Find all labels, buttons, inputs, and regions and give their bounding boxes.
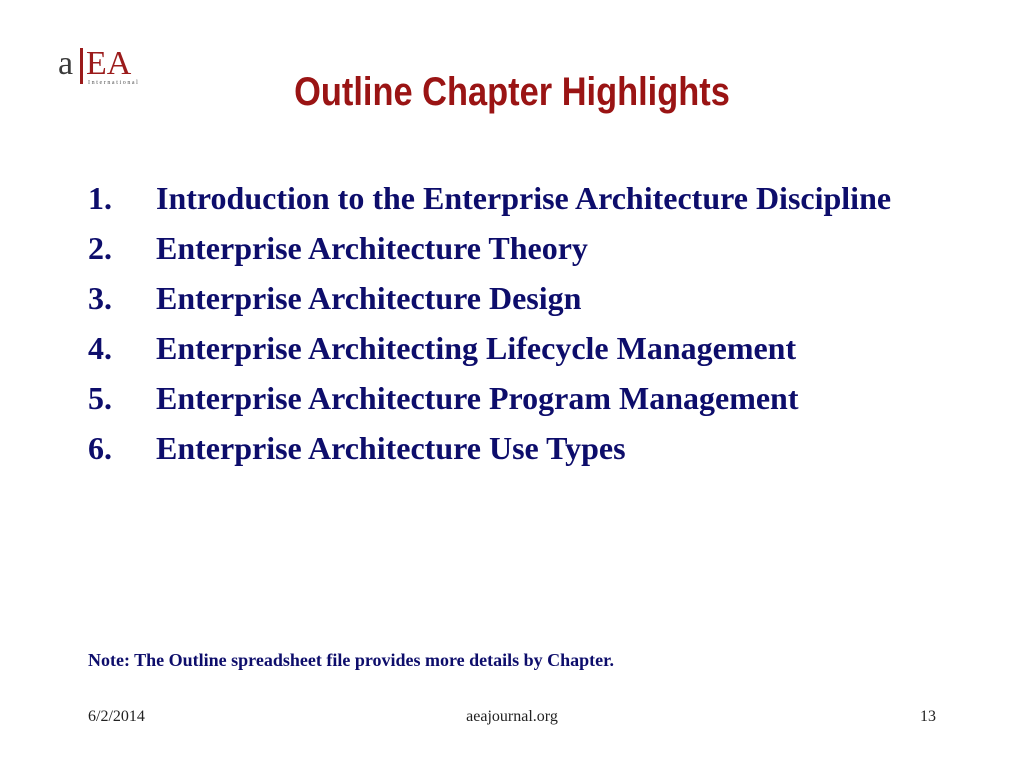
item-number: 6. [88,430,112,466]
list-item [88,426,918,470]
item-number: 2. [88,230,112,266]
logo-letter-a: a [58,45,74,82]
chapter-outline-list [88,176,918,476]
footer-website: aeajournal.org [466,708,558,725]
list-item [88,326,918,370]
item-number: 3. [88,280,112,316]
item-text: Enterprise Architecture Design [156,280,582,316]
list-item [88,226,918,270]
list-item [88,276,918,320]
item-number: 4. [88,330,112,366]
item-text: Enterprise Architecting Lifecycle Management [156,330,797,366]
slide-note: Note: The Outline spreadsheet file provides more details by Chapter. [88,650,614,670]
logo-subtitle: International [88,80,140,86]
item-number: 1. [88,180,112,216]
list-item [88,376,918,420]
item-text: Enterprise Architecture Theory [156,230,588,266]
item-text: Enterprise Architecture Use Types [156,430,626,466]
item-number: 5. [88,380,112,416]
slide-title: Outline Chapter Highlights [294,70,730,114]
footer-date: 6/2/2014 [88,708,145,725]
footer-page-number: 13 [920,708,936,725]
item-text: Enterprise Architecture Program Management [156,380,799,416]
logo-letters-ea: EA [86,45,132,82]
list-item [88,176,918,220]
item-text: Introduction to the Enterprise Architecture Discipline [156,180,892,216]
